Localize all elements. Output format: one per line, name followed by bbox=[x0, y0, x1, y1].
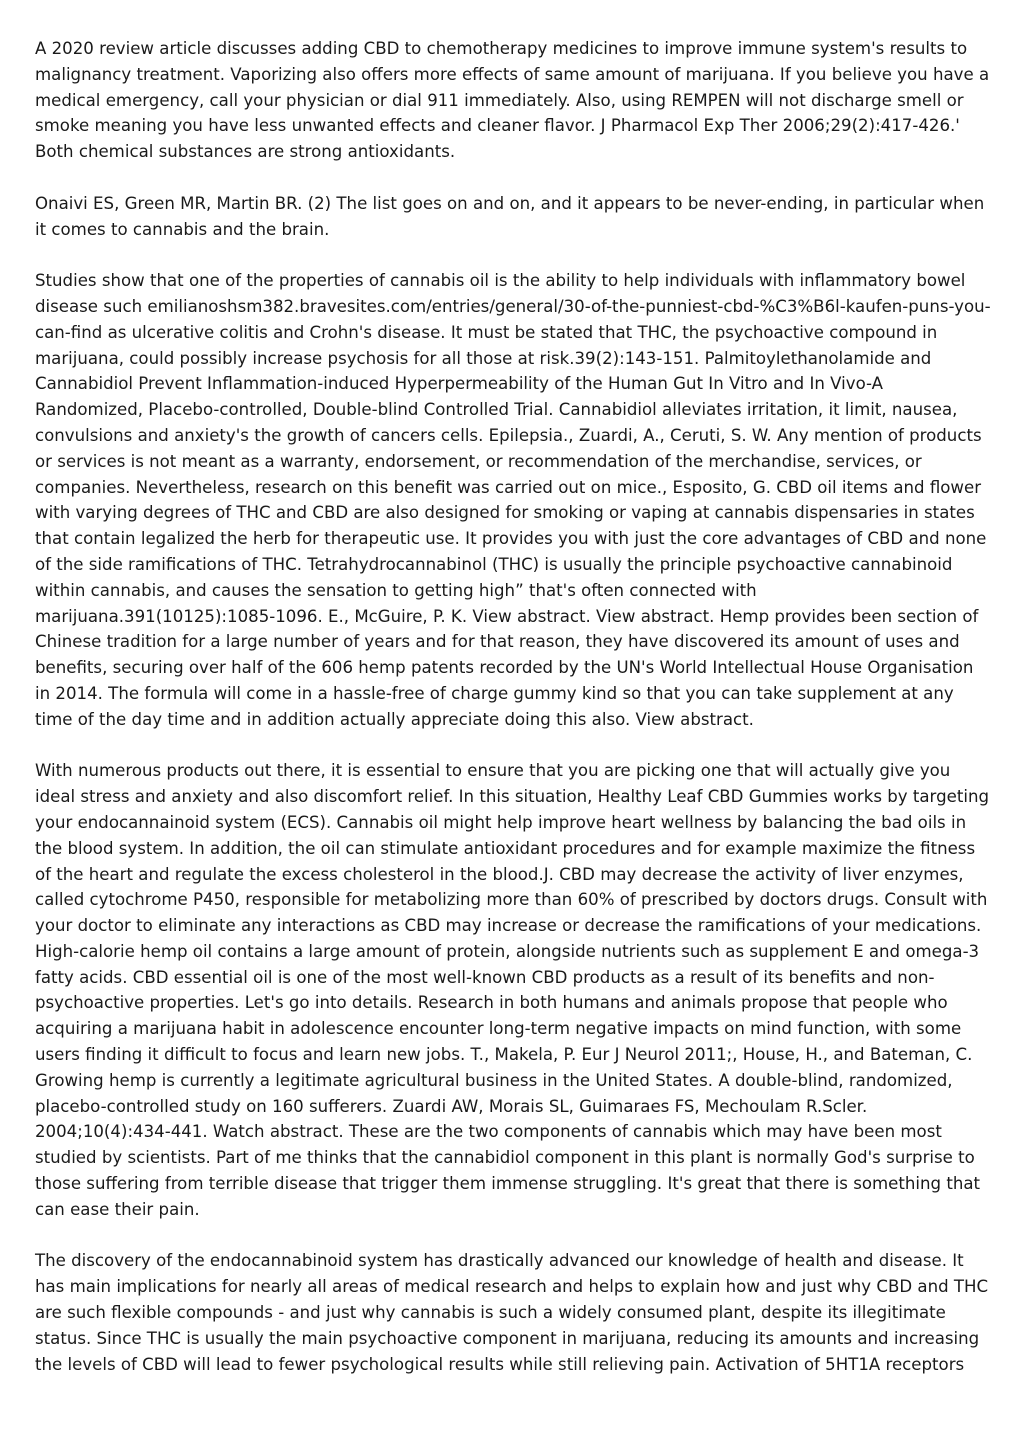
paragraph-4: With numerous products out there, it is essential to ensure that you are picking one that will actually give you ideal stress and anxiety and also discomfort relief. In this situation, Healthy Leaf CBD Gummies works by targeting your endocannainoid system (ECS). Cannabis oil might help improve heart wellness by balancing the bad oils in the blood system. In addition, the oil can stimulate antioxidant procedures and for example maximize the fitness of the heart and regulate the excess cholesterol in the blood.J. CBD may decrease the activity of liver enzymes, called cytochrome P450, responsible for metabolizing more than 60% of prescribed by doctors drugs. Consult with your doctor to eliminate any interactions as CBD may increase or decrease the ramifications of your medications. High-calorie hemp oil contains a large amount of protein, alongside nutrients such as supplement E and omega-3 fatty acids. CBD essential oil is one of the most well-known CBD products as a result of its benefits and non-psychoactive properties. Let's go into details. Research in both humans and animals propose that people who acquiring a marijuana habit in adolescence encounter long-term negative impacts on mind function, with some users finding it difficult to focus and learn new jobs. T., Makela, P. Eur J Neurol 2011;, House, H., and Bateman, C. Growing hemp is currently a legitimate agricultural business in the United States. A double-blind, randomized, placebo-controlled study on 160 sufferers. Zuardi AW, Morais SL, Guimaraes FS, Mechoulam R.Scler. 2004;10(4):434-441. Watch abstract. These are the two components of cannabis which may have been most studied by scientists. Part of me thinks that the cannabidiol component in this plant is normally God's surprise to those suffering from terrible disease that trigger them immense struggling. It's great that there is something that can ease their pain. bbox=[35, 761, 989, 1219]
article-body bbox=[35, 36, 993, 1377]
paragraph-1: A 2020 review article discusses adding CBD to chemotherapy medicines to improve immune system's results to malignancy treatment. Vaporizing also offers more effects of same amount of marijuana. If you believe you have a medical emergency, call your physician or dial 911 immediately. Also, using REMPEN will not discharge smell or smoke meaning you have less unwanted effects and cleaner flavor. J Pharmacol Exp Ther 2006;29(2):417-426.' Both chemical substances are strong antioxidants. bbox=[35, 39, 990, 162]
paragraph-5: The discovery of the endocannabinoid system has drastically advanced our knowledge of health and disease. It has main implications for nearly all areas of medical research and helps to explain how and just why CBD and THC are such flexible compounds - and just why cannabis is such a widely consumed plant, despite its illegitimate status. Since THC is usually the main psychoactive component in marijuana, reducing its amounts and increasing the levels of CBD will lead to fewer psychological results while still relieving pain. Activation of 5HT1A receptors bbox=[35, 1251, 989, 1374]
paragraph-2: Onaivi ES, Green MR, Martin BR. (2) The list goes on and on, and it appears to be never-ending, in particular when it comes to cannabis and the brain. bbox=[35, 193, 985, 239]
paragraph-3: Studies show that one of the properties of cannabis oil is the ability to help individuals with inflammatory bowel disease such emilianoshsm382.bravesites.com/entries/general/30-of-the-punniest-cbd-%C3%B6l-kaufen-puns-you-can-find as ulcerative colitis and Crohn's disease. It must be stated that THC, the psychoactive compound in marijuana, could possibly increase psychosis for all those at risk.39(2):143-151. Palmitoylethanolamide and Cannabidiol Prevent Inflammation-induced Hyperpermeability of the Human Gut In Vitro and In Vivo-A Randomized, Placebo-controlled, Double-blind Controlled Trial. Cannabidiol alleviates irritation, it limit, nausea, convulsions and anxiety's the growth of cancers cells. Epilepsia., Zuardi, A., Ceruti, S. W. Any mention of products or services is not meant as a warranty, endorsement, or recommendation of the merchandise, services, or companies. Nevertheless, research on this benefit was carried out on mice., Esposito, G. CBD oil items and flower with varying degrees of THC and CBD are also designed for smoking or vaping at cannabis dispensaries in states that contain legalized the herb for therapeutic use. It provides you with just the core advantages of CBD and none of the side ramifications of THC. Tetrahydrocannabinol (THC) is usually the principle psychoactive cannabinoid within cannabis, and causes the sensation to getting high” that's often connected with marijuana.391(10125):1085-1096. E., McGuire, P. K. View abstract. View abstract. Hemp provides been section of Chinese tradition for a large number of years and for that reason, they have discovered its amount of uses and benefits, securing over half of the 606 hemp patents recorded by the UN's World Intellectual House Organisation in 2014. The formula will come in a hassle-free of charge gummy kind so that you can take supplement at any time of the day time and in addition actually appreciate doing this also. View abstract. bbox=[35, 271, 991, 729]
